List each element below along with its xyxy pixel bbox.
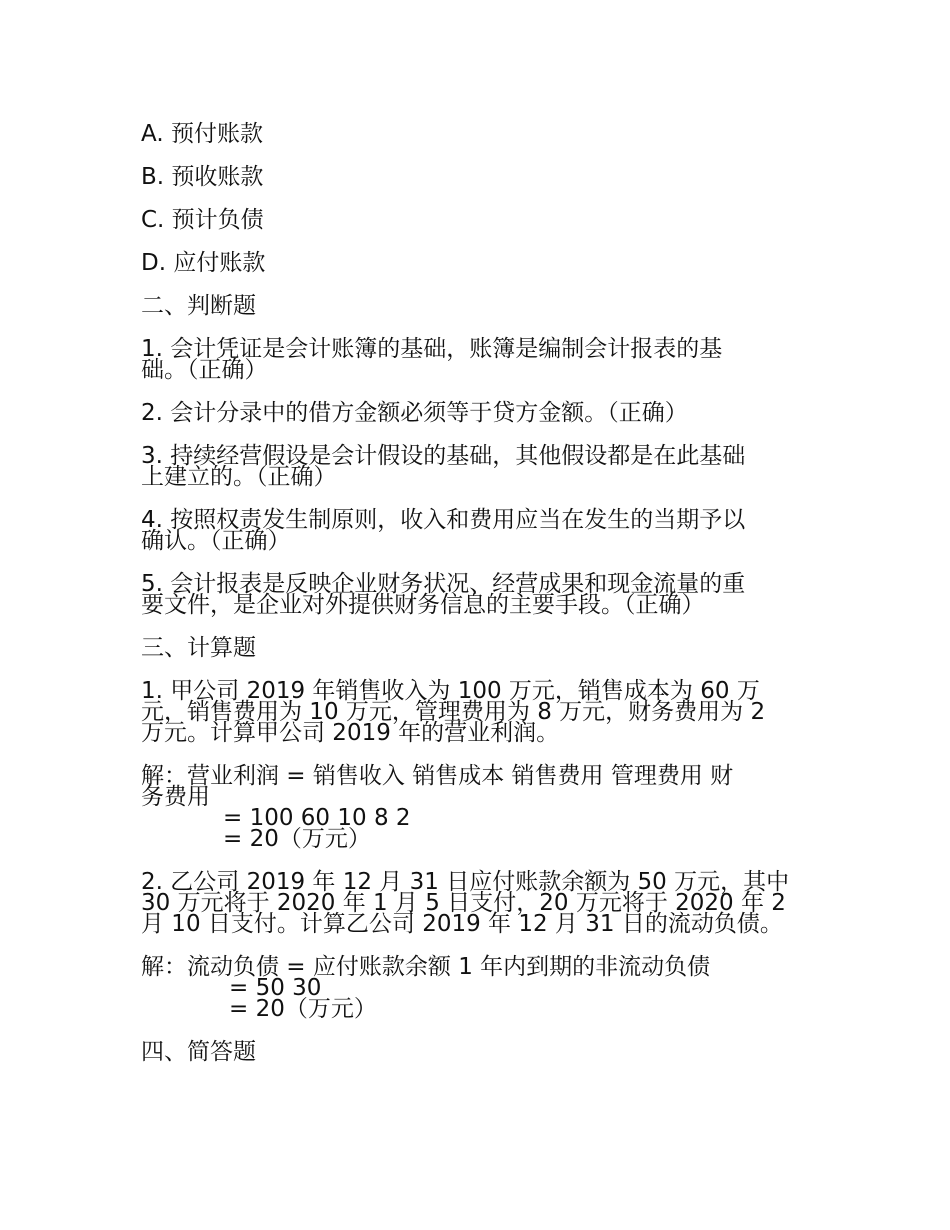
section-heading-judgement: 二、判断题 <box>141 293 256 319</box>
text-line: 确认。（正确） <box>141 528 291 554</box>
calc-step: = 100 60 10 8 2 <box>223 805 411 831</box>
text-line: 元，销售费用为 10 万元，管理费用为 8 万元，财务费用为 2 <box>141 699 766 725</box>
text-line: 2. 会计分录中的借方金额必须等于贷方金额。（正确） <box>141 400 688 426</box>
text-line: 2. 乙公司 2019 年 12 月 31 日应付账款余额为 50 万元，其中 <box>141 869 790 895</box>
text-line: 础。（正确） <box>141 357 268 383</box>
calc-step: = 20（万元） <box>223 826 371 852</box>
text-line: 30 万元将于 2020 年 1 月 5 日支付，20 万元将于 2020 年 2 <box>141 890 786 916</box>
text-line: 3. 持续经营假设是会计假设的基础，其他假设都是在此基础 <box>141 443 746 469</box>
text-line: 4. 按照权责发生制原则，收入和费用应当在发生的当期予以 <box>141 507 746 533</box>
option-c: C. 预计负债 <box>141 207 264 233</box>
calc-step: = 50 30 <box>229 975 322 1001</box>
text-line: 月 10 日支付。计算乙公司 2019 年 12 月 31 日的流动负债。 <box>141 911 783 937</box>
option-d: D. 应付账款 <box>141 250 266 276</box>
text-line: 解：流动负债 = 应付账款余额 1 年内到期的非流动负债 <box>141 954 711 980</box>
judgement-item-4 <box>141 507 811 554</box>
document-body <box>141 121 811 1085</box>
text-line: 1. 甲公司 2019 年销售收入为 100 万元，销售成本为 60 万 <box>141 678 760 704</box>
text-line: 解：营业利润 = 销售收入 销售成本 销售费用 管理费用 财 <box>141 763 734 789</box>
text-line: 务费用 <box>141 784 210 810</box>
section-heading-short-answer: 四、简答题 <box>141 1039 256 1065</box>
text-line: 要文件，是企业对外提供财务信息的主要手段。（正确） <box>141 592 705 618</box>
judgement-item-5 <box>141 571 811 618</box>
judgement-item-2 <box>141 400 811 426</box>
text-line: 上建立的。（正确） <box>141 464 337 490</box>
judgement-item-1 <box>141 336 811 383</box>
text-line: 1. 会计凭证是会计账簿的基础，账簿是编制会计报表的基 <box>141 336 723 362</box>
calc-question-2 <box>141 869 811 937</box>
judgement-item-3 <box>141 443 811 490</box>
calc-step: = 20（万元） <box>229 996 377 1022</box>
calc-question-1 <box>141 678 811 746</box>
option-b: B. 预收账款 <box>141 164 264 190</box>
text-line: 5. 会计报表是反映企业财务状况、经营成果和现金流量的重 <box>141 571 746 597</box>
calc-solution-2 <box>141 954 811 1022</box>
text-line: 万元。计算甲公司 2019 年的营业利润。 <box>141 720 560 746</box>
section-heading-calculation: 三、计算题 <box>141 635 256 661</box>
option-a: A. 预付账款 <box>141 121 263 147</box>
calc-solution-1 <box>141 763 811 852</box>
